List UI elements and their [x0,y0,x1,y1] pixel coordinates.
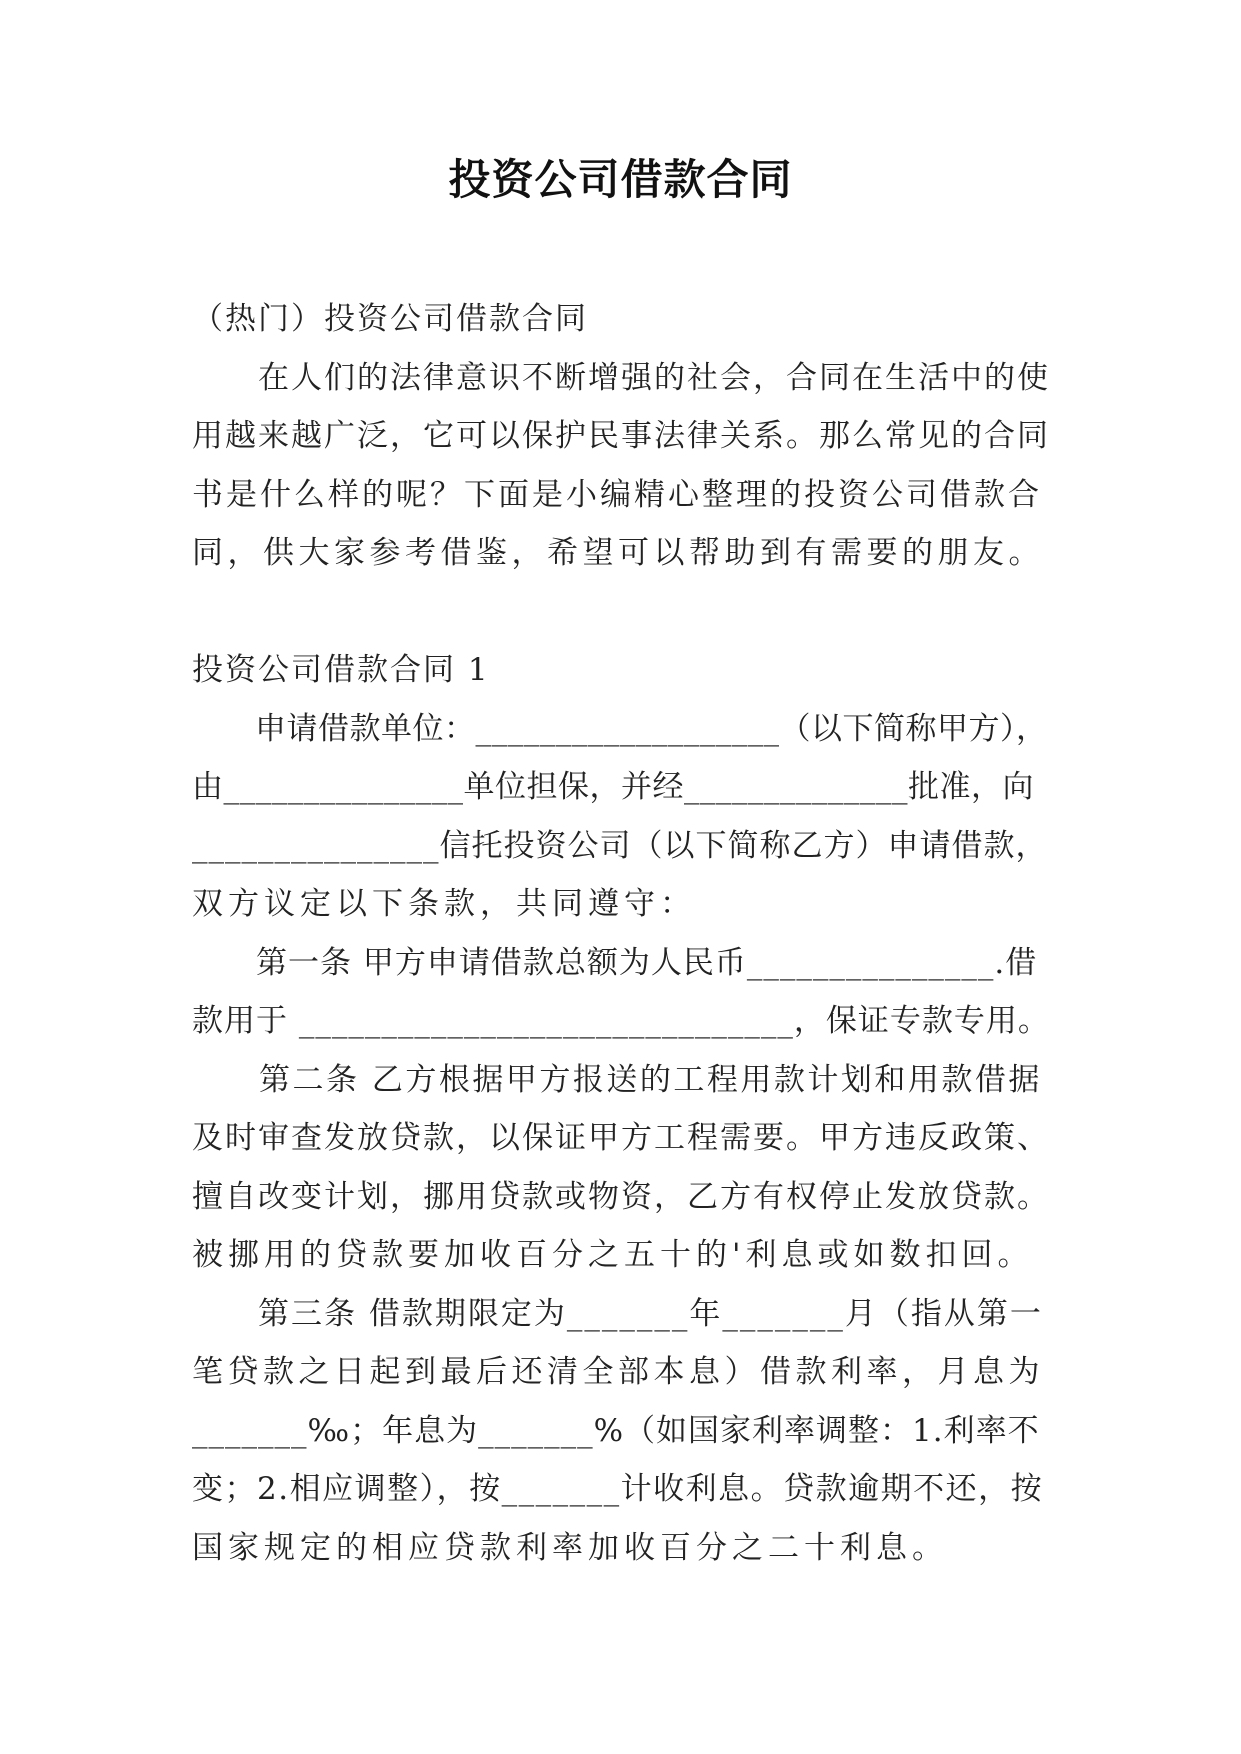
article-3-line-3: _______‰；年息为_______%（如国家利率调整：1.利率不 [192,1412,1040,1449]
intro-line-1: 在人们的法律意识不断增强的社会，合同在生活中的使 [192,359,1050,396]
article-2-line-1: 第二条 乙方根据甲方报送的工程用款计划和用款借据 [192,1061,1042,1098]
article-2-line-3: 擅自改变计划，挪用贷款或物资，乙方有权停止发放贷款。 [192,1178,1050,1215]
subtitle-line: （热门）投资公司借款合同 [192,301,588,337]
contract-line-4: 双方议定以下条款，共同遵守： [192,886,696,922]
paragraph-gap [192,583,1054,642]
intro-line-4: 同，供大家参考借鉴，希望可以帮助到有需要的朋友。 [192,535,1044,571]
document-title: 投资公司借款合同 [448,155,793,204]
article-1-line-2: 款用于 ______________________________，保证专款专用。 [192,1003,1050,1039]
intro-line-2: 用越来越广泛，它可以保护民事法律关系。那么常见的合同 [192,418,1050,454]
article-3-line-2: 笔贷款之日起到最后还清全部本息）借款利率，月息为 [192,1354,1044,1390]
contract-line-2: 由_______________单位担保，并经______________批准，向 [192,769,1034,805]
section-heading: 投资公司借款合同 1 [192,652,490,688]
article-2-line-2: 及时审查发放贷款，以保证甲方工程需要。甲方违反政策、 [192,1120,1050,1156]
contract-line-1: 申请借款单位：___________________（以下简称甲方）， [192,710,1048,747]
intro-line-3: 书是什么样的呢？下面是小编精心整理的投资公司借款合 [192,476,1042,513]
article-3-line-4: 变；2.相应调整），按_______计收利息。贷款逾期不还，按 [192,1471,1044,1507]
article-3-line-1: 第三条 借款期限定为_______年_______月（指从第一 [192,1295,1043,1332]
article-2-line-4: 被挪用的贷款要加收百分之五十的'利息或如数扣回。 [192,1237,1034,1273]
document-body [192,290,1054,1577]
article-1-line-1: 第一条 甲方申请借款总额为人民币_______________.借 [192,944,1038,981]
article-3-line-5: 国家规定的相应贷款利率加收百分之二十利息。 [192,1529,948,1566]
contract-line-3: _______________信托投资公司（以下简称乙方）申请借款， [192,827,1048,864]
